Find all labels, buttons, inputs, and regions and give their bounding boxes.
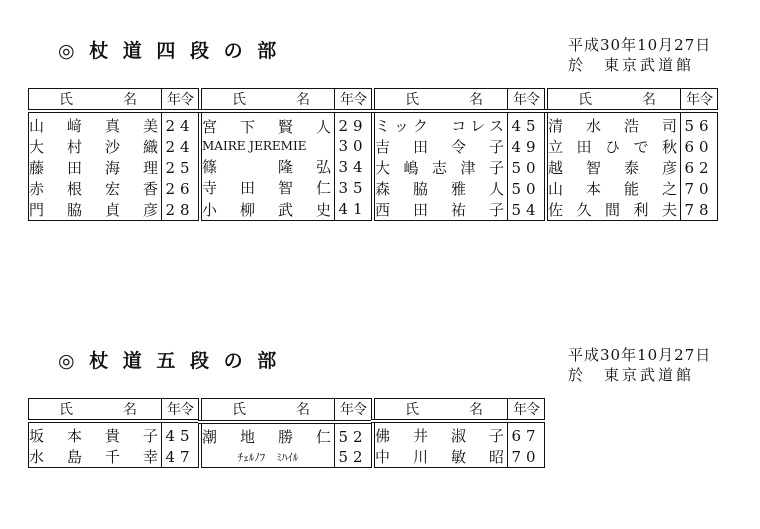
participant-age: 70 — [508, 446, 545, 468]
results-table — [371, 398, 545, 468]
header-name-b: 名 — [296, 92, 310, 109]
participant-name: 篠 隆弘 — [202, 158, 334, 177]
participant-name: 清水浩司 — [548, 117, 680, 135]
table-row — [29, 136, 199, 157]
participant-name: 大村沙織 — [29, 138, 161, 156]
header-row — [29, 399, 199, 422]
participant-name: 藤田海理 — [29, 159, 161, 177]
participant-name: 吉田令子 — [375, 138, 507, 156]
participant-age: 35 — [335, 177, 372, 198]
participant-name: 山﨑真美 — [29, 117, 161, 135]
participant-name: 寺田智仁 — [202, 179, 334, 198]
participant-name: 小柳武史 — [202, 200, 334, 219]
table-row — [373, 178, 544, 199]
table-row — [200, 156, 371, 177]
table-row — [546, 111, 718, 136]
participant-name: 西田祐子 — [375, 201, 507, 219]
participant-age: 50 — [508, 157, 545, 178]
header-row — [373, 399, 545, 422]
participant-age: 54 — [508, 199, 545, 221]
participant-name: 越智泰彦 — [548, 159, 680, 177]
participant-age: 78 — [681, 199, 718, 221]
participant-age: 29 — [335, 111, 372, 136]
participant-name: 水島千幸 — [29, 448, 161, 466]
header-name-a: 氏 — [578, 92, 592, 108]
participant-age: 45 — [508, 111, 545, 136]
header-name-b: 名 — [469, 402, 483, 418]
table-row — [29, 199, 199, 221]
table-row — [546, 157, 718, 178]
participant-age: 56 — [681, 111, 718, 136]
header-name-a: 氏 — [405, 92, 419, 108]
age-column-header: 年令 — [162, 89, 199, 112]
table-row — [373, 446, 545, 468]
participant-age: 45 — [162, 421, 199, 446]
header-name-b: 名 — [123, 402, 137, 418]
name-column-header — [200, 399, 335, 422]
name-column-header — [546, 89, 681, 112]
table-row — [200, 177, 371, 198]
header-row — [200, 89, 371, 112]
header-name-a: 氏 — [59, 402, 73, 418]
results-tables — [28, 88, 718, 221]
participant-age: 52 — [335, 448, 372, 468]
participant-age: 24 — [162, 111, 199, 136]
table-row — [200, 199, 371, 221]
participant-age: 26 — [162, 178, 199, 199]
table-row — [546, 199, 718, 221]
header-name-a: 氏 — [59, 92, 73, 108]
age-column-header: 年令 — [508, 89, 545, 112]
table-row — [546, 136, 718, 157]
results-table — [371, 88, 544, 221]
table-row — [29, 157, 199, 178]
participant-age: 24 — [162, 136, 199, 157]
table-row — [373, 111, 544, 136]
participant-age: 70 — [681, 178, 718, 199]
participant-name: 立田ひで秋 — [548, 138, 680, 156]
name-column-header — [373, 399, 508, 422]
results-table — [28, 398, 198, 468]
header-name-a: 氏 — [232, 92, 246, 109]
header-row — [373, 89, 544, 112]
event-venue: 於 東京武道館 — [568, 56, 695, 74]
event-date: 平成30年10月27日 — [568, 346, 712, 364]
participant-age: 49 — [508, 136, 545, 157]
participant-age: 34 — [335, 156, 372, 177]
section-title: ◎ 杖 道 五 段 の 部 — [58, 350, 281, 372]
age-column-header: 年令 — [335, 399, 372, 422]
table-row — [200, 422, 371, 448]
results-tables — [28, 398, 545, 468]
participant-age: 47 — [162, 446, 199, 468]
participant-name: 森脇雅人 — [375, 180, 507, 198]
table-row — [200, 448, 371, 468]
results-table — [198, 88, 371, 221]
name-column-header — [200, 89, 335, 112]
event-venue: 於 東京武道館 — [568, 366, 695, 384]
participant-name: 佛井淑子 — [375, 427, 507, 445]
participant-age: 62 — [681, 157, 718, 178]
header-row — [200, 399, 371, 422]
name-column-header — [373, 89, 508, 112]
participant-age: 28 — [162, 199, 199, 221]
participant-age: 52 — [335, 422, 372, 448]
participant-name: MAIRE JEREMIE — [202, 139, 307, 154]
participant-age: 41 — [335, 199, 372, 221]
header-name-b: 名 — [123, 92, 137, 108]
table-row — [546, 178, 718, 199]
participant-name: 山本能之 — [548, 180, 680, 198]
header-name-b: 名 — [296, 402, 310, 419]
participant-name: 坂本貴子 — [29, 427, 161, 445]
participant-age: 67 — [508, 421, 545, 446]
table-row — [29, 111, 199, 136]
participant-age: 60 — [681, 136, 718, 157]
participant-name: 佐久間利夫 — [548, 201, 680, 219]
participant-age: 30 — [335, 137, 372, 156]
header-name-a: 氏 — [232, 402, 246, 419]
header-row — [29, 89, 199, 112]
participant-name: 潮地勝仁 — [202, 428, 334, 447]
participant-name: ミック コレス — [375, 117, 507, 135]
header-name-a: 氏 — [405, 402, 419, 418]
table-row — [200, 137, 371, 156]
age-column-header: 年令 — [335, 89, 372, 112]
participant-name: 大嶋志津子 — [375, 159, 507, 177]
name-column-header — [29, 399, 162, 422]
name-column-header — [29, 89, 162, 112]
age-column-header: 年令 — [508, 399, 545, 422]
participant-age: 25 — [162, 157, 199, 178]
section-title: ◎ 杖 道 四 段 の 部 — [58, 40, 281, 62]
table-row — [373, 136, 544, 157]
event-date: 平成30年10月27日 — [568, 36, 712, 54]
participant-name: 赤根宏香 — [29, 180, 161, 198]
table-row — [29, 421, 199, 446]
participant-name: 宮下賢人 — [202, 117, 334, 136]
age-column-header: 年令 — [681, 89, 718, 112]
table-row — [373, 199, 544, 221]
results-table — [28, 88, 198, 221]
table-row — [29, 446, 199, 468]
table-row — [200, 111, 371, 136]
table-row — [373, 421, 545, 446]
header-row — [546, 89, 718, 112]
participant-name: 門脇貞彦 — [29, 201, 161, 219]
participant-name: 中川敏昭 — [375, 448, 507, 466]
participant-name: ﾁｪﾙﾉﾌ ﾐﾊｲﾙ — [237, 451, 299, 465]
participant-age: 50 — [508, 178, 545, 199]
header-name-b: 名 — [469, 92, 483, 108]
table-row — [29, 178, 199, 199]
age-column-header: 年令 — [162, 399, 199, 422]
results-table — [198, 398, 371, 468]
header-name-b: 名 — [642, 92, 656, 108]
table-row — [373, 157, 544, 178]
results-table — [544, 88, 718, 221]
